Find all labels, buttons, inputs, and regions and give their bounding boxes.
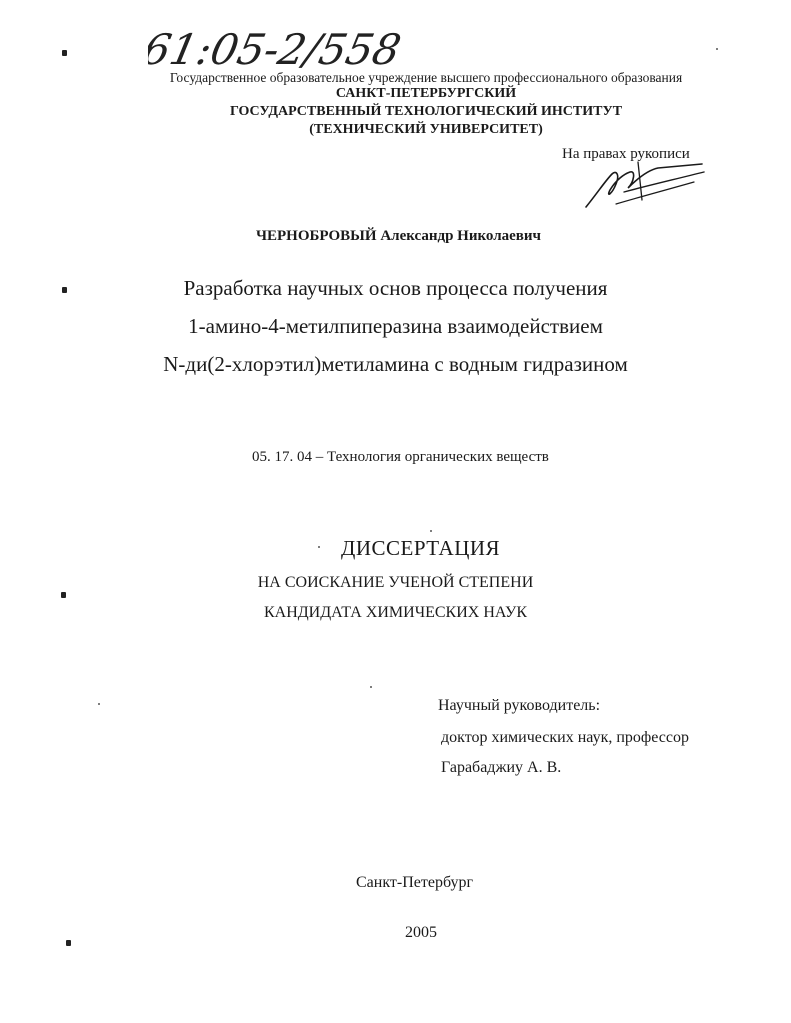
specialty-code: 05. 17. 04 – Технология органических веществ <box>252 449 549 465</box>
year: 2005 <box>405 924 437 941</box>
supervisor-label: Научный руководитель: <box>438 697 601 714</box>
title-line-1: Разработка научных основ процесса получения <box>183 276 608 300</box>
supervisor-degree: доктор химических наук, профессор <box>441 729 689 746</box>
binding-mark <box>66 940 71 946</box>
scan-speck <box>716 48 718 50</box>
binding-mark <box>62 50 67 56</box>
supervisor-name: Гарабаджиу А. В. <box>441 759 562 776</box>
scan-speck <box>318 546 320 548</box>
scan-speck <box>370 686 372 688</box>
degree-line-1: НА СОИСКАНИЕ УЧЕНОЙ СТЕПЕНИ <box>257 574 534 591</box>
archive-number-drawing <box>148 20 438 75</box>
city: Санкт-Петербург <box>356 874 474 891</box>
binding-mark <box>62 287 67 293</box>
institution-line-4: (ТЕХНИЧЕСКИЙ УНИВЕРСИТЕТ) <box>309 122 543 137</box>
binding-mark <box>61 592 66 598</box>
institution-line-1: Государственное образовательное учреждение высшего профессионального образования <box>169 70 683 85</box>
title-line-3: N-ди(2-хлорэтил)метиламина с водным гидразином <box>163 352 628 376</box>
institution-line-3: ГОСУДАРСТВЕННЫЙ ТЕХНОЛОГИЧЕСКИЙ ИНСТИТУТ <box>229 104 623 119</box>
degree-line-2: КАНДИДАТА ХИМИЧЕСКИХ НАУК <box>263 604 528 621</box>
manuscript-note: На правах рукописи <box>562 146 690 162</box>
scan-speck <box>430 530 432 532</box>
scan-speck <box>98 703 100 705</box>
institution-line-2: САНКТ-ПЕТЕРБУРГСКИЙ <box>335 86 517 101</box>
archive-number-text: 61:05-2/558 <box>148 26 405 75</box>
archive-number-handwritten <box>148 20 438 75</box>
title-line-2: 1-амино-4-метилпиперазина взаимодействием <box>188 314 603 338</box>
signature-drawing <box>576 152 712 214</box>
handwritten-signature <box>576 152 712 214</box>
dissertation-heading: ДИССЕРТАЦИЯ <box>341 536 501 560</box>
author-name: ЧЕРНОБРОВЫЙ Александр Николаевич <box>256 228 541 244</box>
